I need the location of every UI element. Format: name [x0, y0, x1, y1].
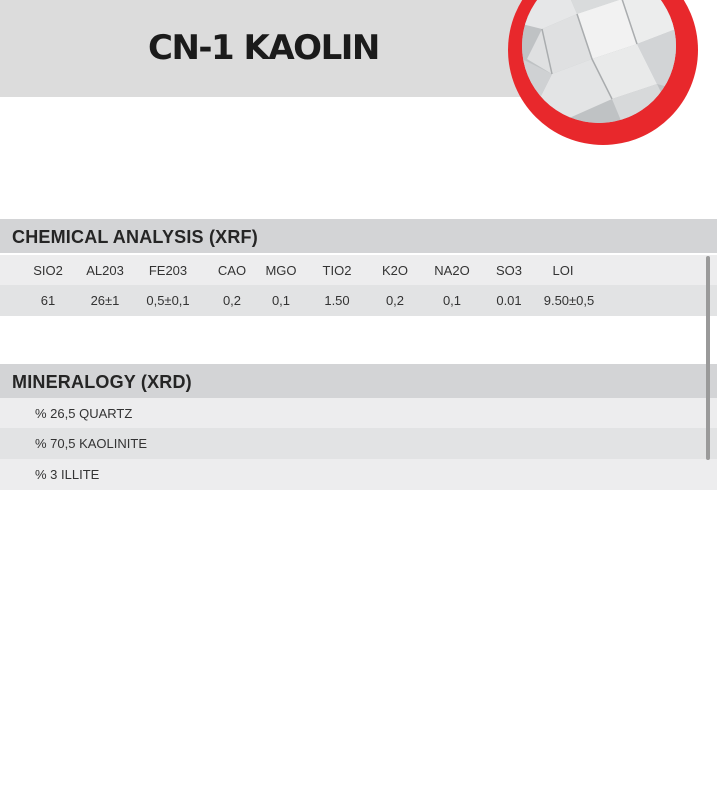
chemical-headers-row — [0, 255, 717, 286]
chemical-values-row — [0, 285, 717, 316]
column-header: TIO2 — [322, 263, 352, 278]
table-cell: 9.50±0,5 — [543, 293, 595, 308]
list-item — [0, 398, 717, 429]
table-cell: 61 — [40, 293, 56, 308]
column-header: FE203 — [148, 263, 188, 278]
column-header: AL203 — [86, 263, 124, 278]
column-header: K2O — [381, 263, 408, 278]
column-header: CAO — [217, 263, 247, 278]
mineralogy-header — [0, 364, 717, 398]
table-cell: 26±1 — [90, 293, 120, 308]
page-title: CN-1 KAOLIN — [148, 28, 379, 68]
column-header: NA2O — [434, 263, 470, 278]
table-cell: 0.01 — [496, 293, 522, 308]
table-cell: 0,5±0,1 — [146, 293, 190, 308]
column-header: SO3 — [495, 263, 522, 278]
table-cell: 0,1 — [442, 293, 462, 308]
scrollbar[interactable] — [706, 256, 710, 460]
column-header: SIO2 — [33, 263, 63, 278]
table-cell: 0,2 — [222, 293, 242, 308]
mineral-item: % 70,5 KAOLINITE — [35, 436, 147, 451]
chemical-analysis-title: CHEMICAL ANALYSIS (XRF) — [12, 227, 258, 247]
list-item — [0, 459, 717, 490]
chemical-analysis-header — [0, 219, 717, 253]
table-cell: 0,1 — [271, 293, 291, 308]
column-header: MGO — [265, 263, 297, 278]
mineral-item: % 26,5 QUARTZ — [35, 406, 133, 421]
mineral-item: % 3 ILLITE — [35, 467, 100, 482]
column-header: LOI — [552, 263, 574, 278]
list-item — [0, 428, 717, 459]
mineralogy-title: MINERALOGY (XRD) — [12, 372, 192, 392]
table-cell: 1.50 — [324, 293, 350, 308]
table-cell: 0,2 — [385, 293, 405, 308]
